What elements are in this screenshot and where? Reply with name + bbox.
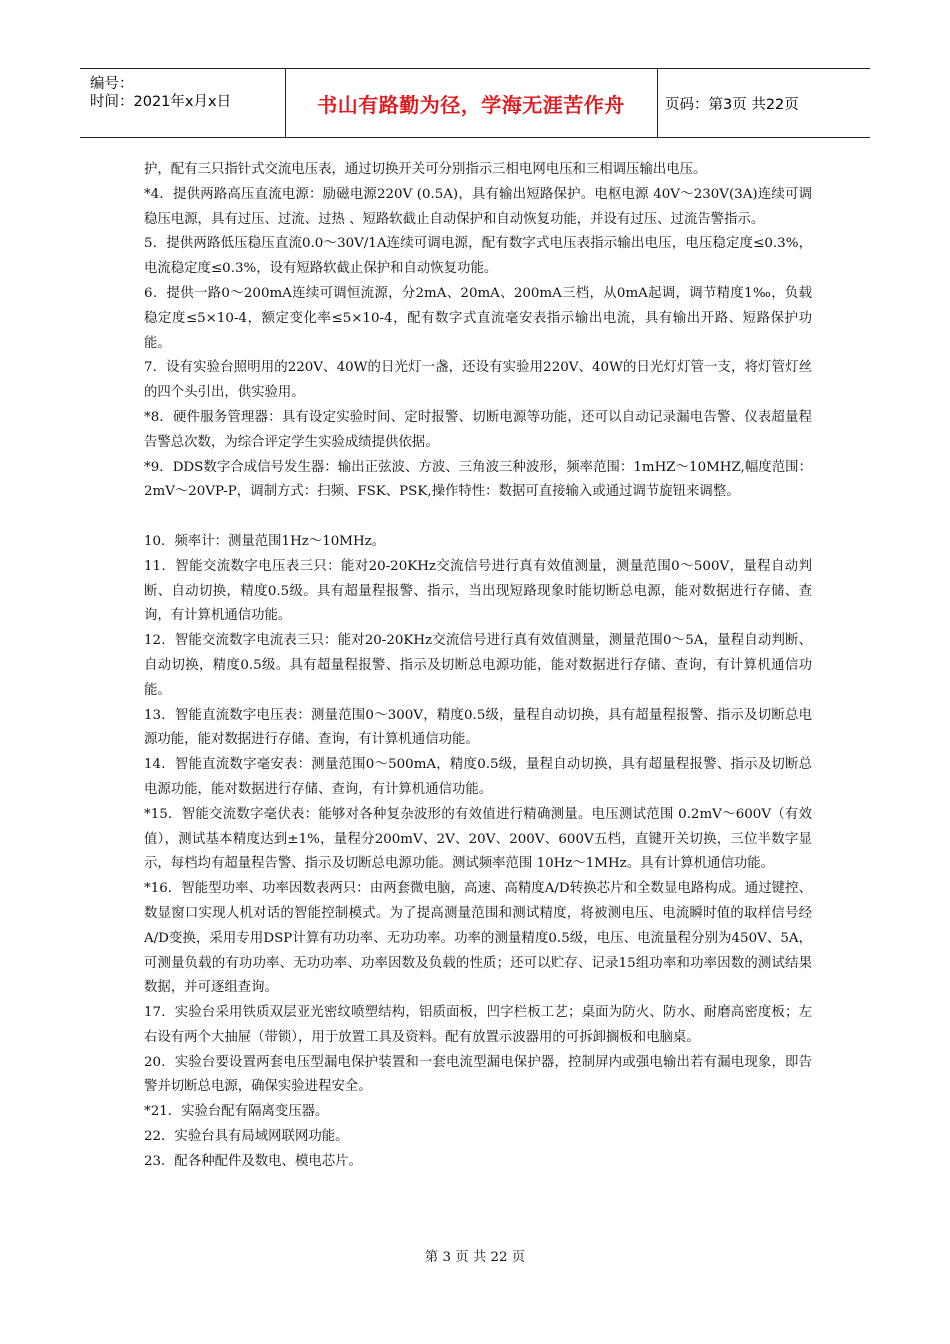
header-page-info: 页码：第3页 共22页 [665, 96, 799, 113]
paragraph: 5．提供两路低压稳压直流0.0～30V/1A连续可调电源，配有数字式电压表指示输出电压，电压稳定度≤0.3%，电流稳定度≤0.3%，设有短路软截止保护和自动恢复功能。 [144, 236, 812, 277]
header-divider [657, 69, 658, 137]
paragraph: *4．提供两路高压直流电源：励磁电源220V (0.5A)，具有输出短路保护。电枢电源 40V～230V(3A)连续可调稳压电源，具有过压、过流、过热 、短路软截止自动保护和自动恢复功能，并设有过压、过流告警指示。 [144, 186, 812, 227]
header-slogan: 书山有路勤为径，学海无涯苦作舟 [317, 92, 625, 117]
paragraph: 23．配各种配件及数电、模电芯片。 [144, 1153, 362, 1169]
paragraph: *16．智能型功率、功率因数表两只：由两套微电脑，高速、高精度A/D转换芯片和全数显电路构成。通过键控、数显窗口实现人机对话的智能控制模式。为了提高测量范围和测试精度，将被测电压、电流瞬时值的取样信号经A/D变换，采用专用DSP计算有功功率、无功功率。功率的测量精度0.5级，电压、电流量程分别为450V、5A，可测量负载的有功功率、无功功率、功率因数及负载的性质；还可以贮存、记录15组功率和功率因数的测试结果数据，并可逐组查询。 [144, 881, 812, 996]
paragraph: 13．智能直流数字电压表：测量范围0～300V，精度0.5级，量程自动切换，具有超量程报警、指示及切断总电源功能，能对数据进行存储、查询，有计算机通信功能。 [144, 707, 812, 748]
paragraph: 护，配有三只指针式交流电压表，通过切换开关可分别指示三相电网电压和三相调压输出电压。 [144, 162, 707, 177]
paragraph: *21．实验台配有隔离变压器。 [144, 1104, 329, 1120]
paragraph: *15．智能交流数字毫伏表：能够对各种复杂波形的有效值进行精确测量。电压测试范围 0.2mV～600V（有效值），测试基本精度达到±1%，量程分200mV、2V、20V、200V、600V五档，直键开关切换，三位半数字显示，每档均有超量程告警、指示及切断总电源功能。测试频率范围 10Hz～1MHz。具有计算机通信功能。 [144, 806, 812, 872]
document-body [144, 158, 812, 1175]
page-footer: 第 3 页 共 22 页 [424, 1250, 526, 1265]
paragraph: 20．实验台要设置两套电压型漏电保护装置和一套电流型漏电保护器，控制屏内或强电输出若有漏电现象，即告警并切断总电源，确保实验进程安全。 [144, 1054, 812, 1095]
paragraph: 7．设有实验台照明用的220V、40W的日光灯一盏，还设有实验用220V、40W的日光灯灯管一支，将灯管灯丝的四个头引出，供实验用。 [144, 360, 812, 401]
paragraph: *8．硬件服务管理器：具有设定实验时间、定时报警、切断电源等功能，还可以自动记录漏电告警、仪表超量程告警总次数，为综合评定学生实验成绩提供依据。 [144, 409, 812, 450]
paragraph: *9．DDS数字合成信号发生器：输出正弦波、方波、三角波三种波形，频率范围：1mHZ～10MHZ,幅度范围：2mV～20VP-P，调制方式：扫频、FSK、PSK,操作特性：数据可直接输入或通过调节旋钮来调整。 [144, 459, 812, 500]
page-header [80, 68, 870, 138]
header-meta [90, 75, 231, 111]
paragraph: 10．频率计：测量范围1Hz～10MHz。 [144, 533, 386, 549]
paragraph: 14．智能直流数字毫安表：测量范围0～500mA，精度0.5级，量程自动切换，具有超量程报警、指示及切断总电源功能，能对数据进行存储、查询，有计算机通信功能。 [144, 757, 812, 797]
paragraph: 22．实验台具有局域网联网功能。 [144, 1129, 349, 1145]
paragraph: 17．实验台采用铁质双层亚光密纹喷塑结构，铝质面板，凹字栏板工艺；桌面为防火、防水、耐磨高密度板；左右设有两个大抽屉（带锁），用于放置工具及资料。配有放置示波器用的可拆卸搁板和电脑桌。 [144, 1005, 812, 1045]
paragraph: 11．智能交流数字电压表三只：能对20-20KHz交流信号进行真有效值测量，测量范围0～500V，量程自动判断、自动切换，精度0.5级。具有超量程报警、指示，当出现短路现象时能切断总电源，能对数据进行存储、查询，有计算机通信功能。 [144, 558, 812, 624]
time-label: 时间：2021年x月x日 [90, 94, 232, 110]
paragraph: 6．提供一路0～200mA连续可调恒流源，分2mA、20mA、200mA三档，从0mA起调，调节精度1‰，负载稳定度≤5×10-4，额定变化率≤5×10-4，配有数字式直流毫安表指示输出电流，具有输出开路、短路保护功能。 [144, 285, 812, 351]
number-label: 编号： [90, 76, 134, 92]
blank-line [144, 505, 812, 530]
paragraph: 12．智能交流数字电流表三只：能对20-20KHz交流信号进行真有效值测量，测量范围0～5A，量程自动判断、自动切换，精度0.5级。具有超量程报警、指示及切断总电源功能，能对数据进行存储、查询，有计算机通信功能。 [144, 633, 812, 698]
